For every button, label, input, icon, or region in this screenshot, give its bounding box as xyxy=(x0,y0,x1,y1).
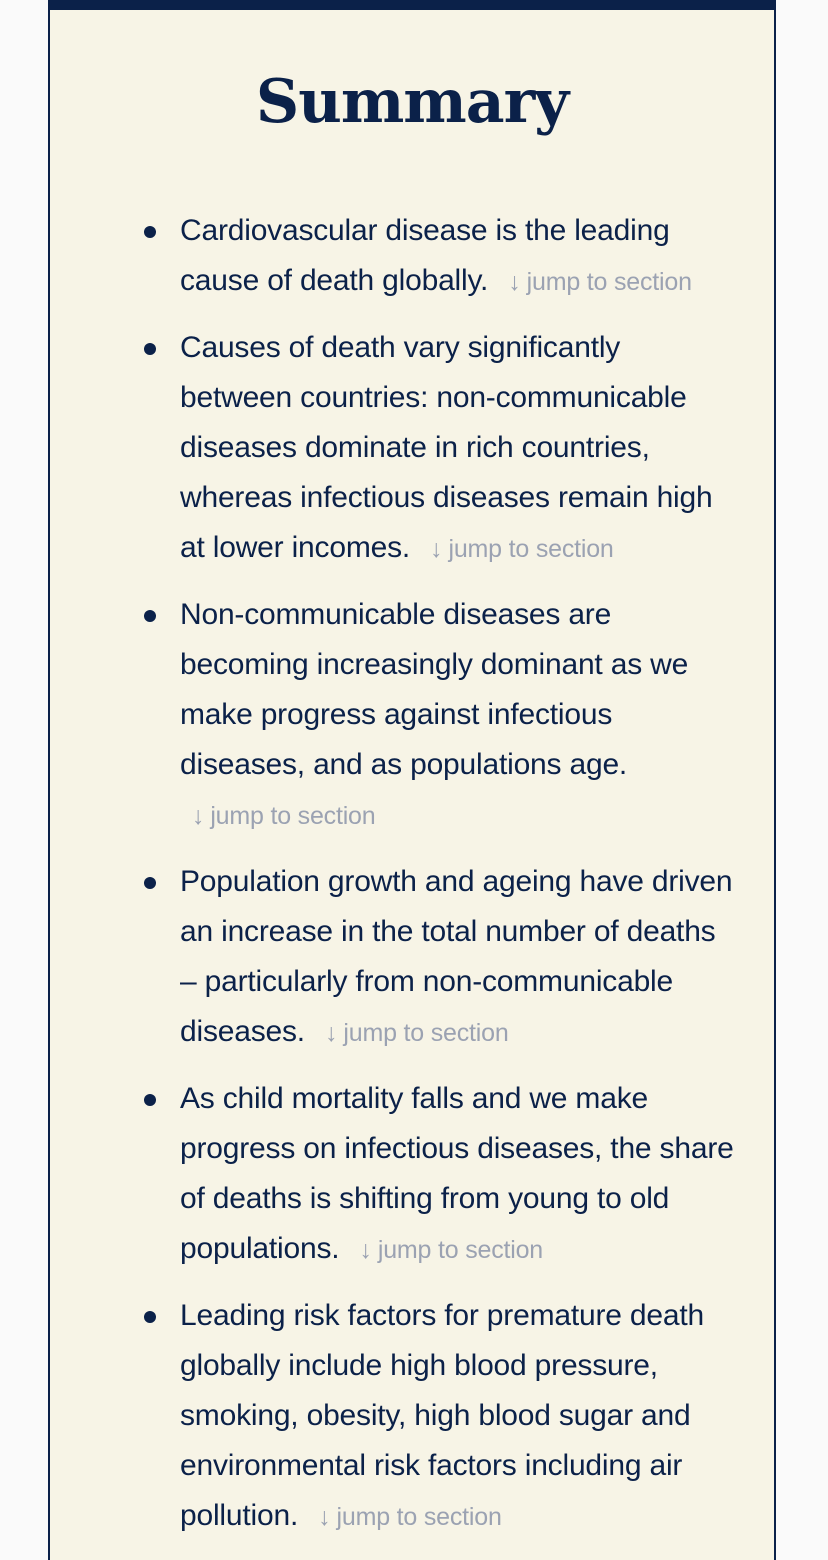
jump-link-label: jump to section xyxy=(448,535,614,563)
jump-to-section-link[interactable] xyxy=(325,1019,508,1047)
summary-point-text: Non-communicable diseases are becoming increasingly dominant as we make progress against infectious diseases, and as populations age. xyxy=(180,598,689,781)
arrow-down-icon: ↓ xyxy=(359,1236,372,1264)
list-item xyxy=(180,206,740,307)
list-item xyxy=(180,857,740,1058)
jump-link-label: jump to section xyxy=(526,268,692,296)
bullet-icon xyxy=(144,610,156,622)
list-item xyxy=(180,1291,740,1542)
summary-card xyxy=(48,0,776,1560)
arrow-down-icon: ↓ xyxy=(192,802,205,830)
summary-point-text: Population growth and ageing have driven an increase in the total number of deaths – particularly from non-communicable diseases. xyxy=(180,865,733,1048)
jump-to-section-link[interactable] xyxy=(192,802,375,830)
list-item xyxy=(180,1074,740,1275)
arrow-down-icon: ↓ xyxy=(325,1019,338,1047)
summary-point-text: Cardiovascular disease is the leading cause of death globally. xyxy=(180,214,670,297)
summary-point-text: As child mortality falls and we make progress on infectious diseases, the share of deaths is shifting from young to old populations. xyxy=(180,1082,734,1265)
summary-point-text: Causes of death vary significantly between countries: non-communicable diseases dominate in rich countries, whereas infectious diseases remain high at lower incomes. xyxy=(180,331,713,564)
arrow-down-icon: ↓ xyxy=(508,268,521,296)
bullet-icon xyxy=(144,226,156,238)
jump-link-label: jump to section xyxy=(343,1019,509,1047)
bullet-icon xyxy=(144,1311,156,1323)
summary-title: Summary xyxy=(255,67,569,137)
jump-to-section-link[interactable] xyxy=(508,268,691,296)
bullet-icon xyxy=(144,343,156,355)
bullet-icon xyxy=(144,877,156,889)
jump-to-section-link[interactable] xyxy=(430,535,613,563)
list-item xyxy=(180,590,740,841)
jump-to-section-link[interactable] xyxy=(318,1503,501,1531)
summary-point-text: Leading risk factors for premature death globally include high blood pressure, smoking, obesity, high blood sugar and environmental risk factors including air pollution. xyxy=(180,1299,704,1532)
bullet-icon xyxy=(144,1094,156,1106)
jump-link-label: jump to section xyxy=(336,1503,502,1531)
summary-list xyxy=(180,206,740,1558)
arrow-down-icon: ↓ xyxy=(430,535,443,563)
jump-to-section-link[interactable] xyxy=(360,1236,543,1264)
jump-link-label: jump to section xyxy=(377,1236,543,1264)
list-item xyxy=(180,323,740,574)
arrow-down-icon: ↓ xyxy=(318,1503,331,1531)
jump-link-label: jump to section xyxy=(210,802,376,830)
